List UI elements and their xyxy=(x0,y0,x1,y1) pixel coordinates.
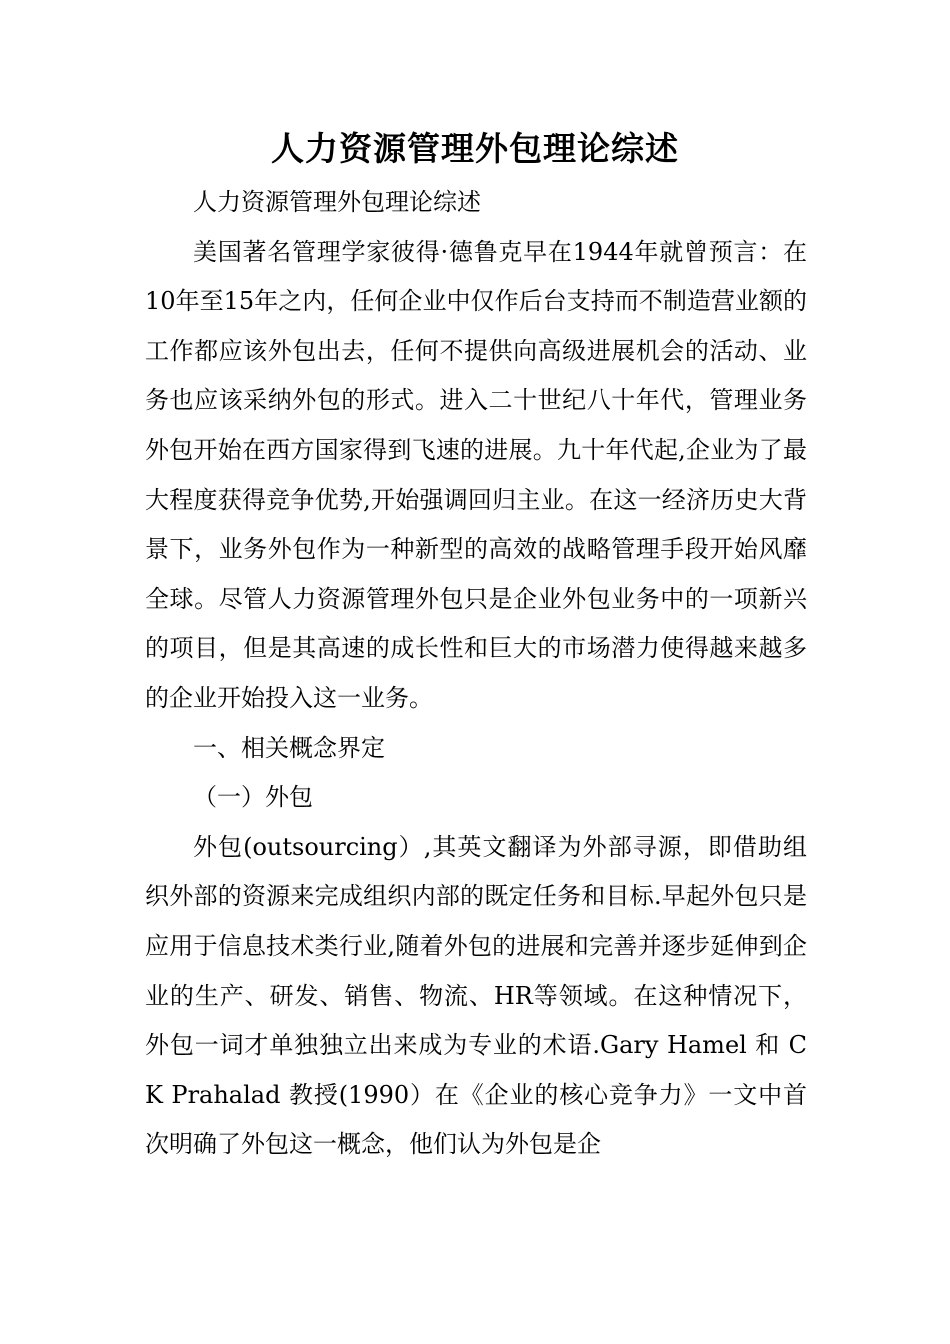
outsourcing-definition-paragraph: 外包(outsourcing）,其英文翻译为外部寻源，即借助组织外部的资源来完成组织内部的既定任务和目标.早起外包只是应用于信息技术类行业,随着外包的进展和完善并逐步延伸到企业的生产、研发、销售、物流、HR等领域。在这种情况下，外包一词才单独独立出来成为专业的术语.Gary Hamel 和 C K Prahalad 教授(1990）在《企业的核心竞争力》一文中首次明确了外包这一概念，他们认为外包是企 xyxy=(145,832,807,1159)
intro-paragraph: 美国著名管理学家彼得·德鲁克早在1944年就曾预言：在10年至15年之内，任何企业中仅作后台支持而不制造营业额的工作都应该外包出去，任何不提供向高级进展机会的活动、业务也应该采纳外包的形式。进入二十世纪八十年代，管理业务外包开始在西方国家得到飞速的进展。九十年代起,企业为了最大程度获得竞争优势,开始强调回归主业。在这一经济历史大背景下，业务外包作为一种新型的高效的战略管理手段开始风靡全球。尽管人力资源管理外包只是企业外包业务中的一项新兴的项目，但是其高速的成长性和巨大的市场潜力使得越来越多的企业开始投入这一业务。 xyxy=(145,237,807,712)
document-title: 人力资源管理外包理论综述 xyxy=(271,129,679,168)
section-heading: 一、相关概念界定 xyxy=(193,733,385,762)
subtitle-paragraph: 人力资源管理外包理论综述 xyxy=(193,188,481,216)
document-body xyxy=(145,178,807,1170)
subsection-heading: （一）外包 xyxy=(193,783,313,812)
